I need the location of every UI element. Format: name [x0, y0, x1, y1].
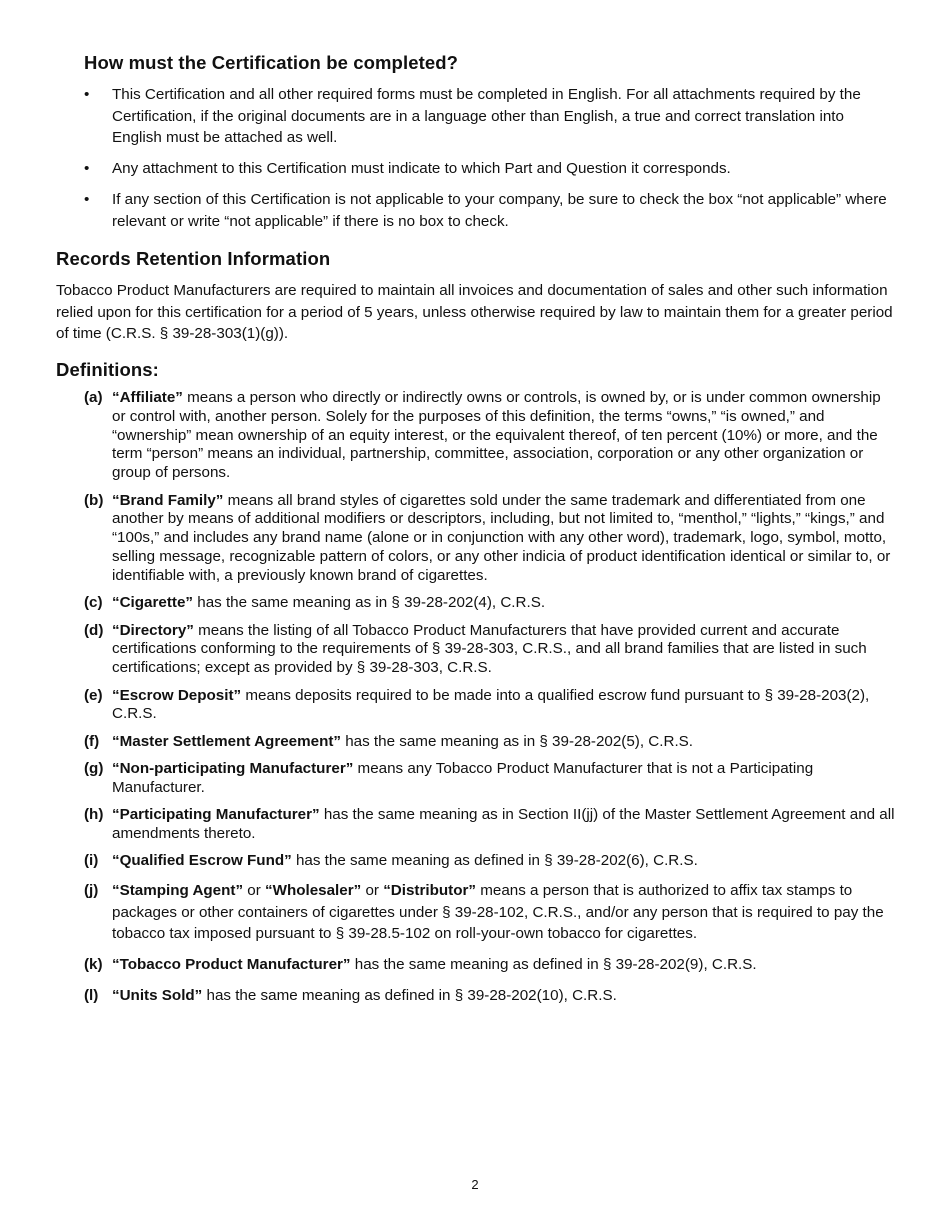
- definition-term: “Escrow Deposit”: [112, 686, 242, 704]
- definition-label: (i): [84, 852, 99, 870]
- definition-label: (a): [84, 389, 103, 406]
- definition-text: means all brand styles of cigarettes sold under the same trademark and differentiated from one another by means of additional modifiers or descriptors, including, but not limited to, “menthol,” “lights,” “kings,” and “100s,” and includes any brand name (alone or in conjunction with any other word), trademark, logo, symbol, motto, selling message, recognizable pattern of colors, or any other indicia of product identification identical or similar to, or identifiable with, a previously known brand of cigarettes.: [112, 491, 891, 584]
- heading-certification-completion: How must the Certification be completed?: [84, 52, 459, 73]
- definition-text: means a person who directly or indirectly owns or controls, is owned by, or is under common ownership or control with, another person. Solely for the purposes of this definition, the terms “owns,” “is owned,” and “ownership” mean ownership of an equity interest, or the equivalent thereof, of ten percent (10%) or more, and the term “person” means an individual, partnership, committee, association, corporation or any other organization or group of persons.: [112, 389, 881, 482]
- definition-term-stamping-agent: “Stamping Agent”: [112, 881, 244, 899]
- list-item: [84, 158, 894, 180]
- definition-qualified-escrow-fund: [84, 852, 896, 871]
- definition-term: “Qualified Escrow Fund”: [112, 852, 292, 870]
- definition-term: “Master Settlement Agreement”: [112, 732, 341, 750]
- definition-term-wholesaler: “Wholesaler”: [265, 881, 362, 899]
- definition-brand-family: [84, 492, 896, 586]
- definition-text: means any Tobacco Product Manufacturer that is not a Participating Manufacturer.: [112, 760, 814, 796]
- definition-connector: or: [243, 881, 266, 899]
- definition-text: means a person that is authorized to affix tax stamps to packages or other containers of cigarettes under § 39-28-102, C.R.S., and/or any person that is required to pay the tobacco tax imposed pursuant to § 39-28.5-102 on roll-your-own tobacco for cigarettes.: [112, 881, 884, 943]
- records-retention-text: Tobacco Product Manufacturers are required to maintain all invoices and documentation of sales and other such information relied upon for this certification for a period of 5 years, unless otherwise required by law to maintain them for a greater period of time (C.R.S. § 39-28-303(1)(g)).: [56, 282, 893, 343]
- definitions-list: [84, 389, 896, 1015]
- heading-definitions: Definitions:: [56, 359, 159, 380]
- bullet-icon: •: [84, 86, 90, 103]
- definition-cigarette: [84, 594, 896, 613]
- bullet-icon: •: [84, 190, 90, 208]
- definition-term: “Tobacco Product Manufacturer”: [112, 955, 351, 973]
- definition-label: (j): [84, 881, 99, 899]
- list-item: [84, 189, 894, 232]
- definition-text: means deposits required to be made into a qualified escrow fund pursuant to § 39-28-203(2), C.R.S.: [112, 686, 870, 723]
- definition-connector: or: [361, 881, 384, 899]
- definition-units-sold: [84, 985, 896, 1007]
- list-item: [84, 84, 894, 149]
- definition-term: “Non-participating Manufacturer”: [112, 760, 354, 778]
- definition-non-participating-manufacturer: [84, 760, 896, 798]
- definition-label: (e): [84, 686, 103, 704]
- definition-stamping-agent: [84, 880, 896, 945]
- definition-term: “Brand Family”: [112, 491, 224, 509]
- definition-term: “Participating Manufacturer”: [112, 806, 320, 824]
- definition-label: (k): [84, 955, 103, 973]
- definition-text: has the same meaning as defined in § 39-28-202(6), C.R.S.: [291, 852, 698, 870]
- definition-text: has the same meaning as defined in § 39-28-202(9), C.R.S.: [350, 955, 757, 973]
- definition-directory: [84, 622, 896, 678]
- definition-label: (c): [84, 594, 103, 612]
- definition-text: has the same meaning as in § 39-28-202(4), C.R.S.: [193, 594, 546, 612]
- bullet-text: This Certification and all other required forms must be completed in English. For all attachments required by the Certification, if the original documents are in a language other than English, a true and correct translation into English must be attached as well.: [112, 86, 861, 147]
- definition-escrow-deposit: [84, 687, 896, 725]
- definition-label: (g): [84, 760, 104, 778]
- definition-text: means the listing of all Tobacco Product Manufacturers that have provided current and accurate certifications conforming to the requirements of § 39-28-303, C.R.S., and all brand families that are listed in such certifications; except as provided by § 39-28-303, C.R.S.: [112, 621, 867, 677]
- definition-term: “Affiliate”: [112, 389, 183, 406]
- bullet-text: Any attachment to this Certification must indicate to which Part and Question it corresponds.: [112, 160, 731, 178]
- definition-affiliate: [84, 389, 896, 483]
- definition-term-distributor: “Distributor”: [383, 881, 476, 899]
- definition-master-settlement-agreement: [84, 733, 896, 752]
- bullet-text: If any section of this Certification is not applicable to your company, be sure to check the box “not applicable” where relevant or write “not applicable” if there is no box to check.: [112, 190, 887, 230]
- definition-term: “Cigarette”: [112, 594, 194, 612]
- definition-label: (f): [84, 732, 100, 750]
- definition-term: “Directory”: [112, 621, 194, 639]
- definition-text: has the same meaning as in § 39-28-202(5), C.R.S.: [341, 732, 694, 750]
- definition-participating-manufacturer: [84, 806, 896, 844]
- completion-bullet-list: [84, 84, 894, 241]
- definition-tobacco-product-manufacturer: [84, 954, 896, 976]
- definition-label: (l): [84, 986, 99, 1004]
- definition-text: has the same meaning as defined in § 39-28-202(10), C.R.S.: [202, 986, 617, 1004]
- page-number: 2: [471, 1177, 479, 1192]
- definition-label: (d): [84, 621, 104, 639]
- definition-label: (h): [84, 806, 104, 824]
- definition-text: has the same meaning as in Section II(jj) of the Master Settlement Agreement and all amendments thereto.: [112, 806, 895, 843]
- definition-term: “Units Sold”: [112, 986, 203, 1004]
- bullet-icon: •: [84, 160, 90, 178]
- definition-label: (b): [84, 491, 104, 509]
- heading-records-retention: Records Retention Information: [56, 248, 331, 269]
